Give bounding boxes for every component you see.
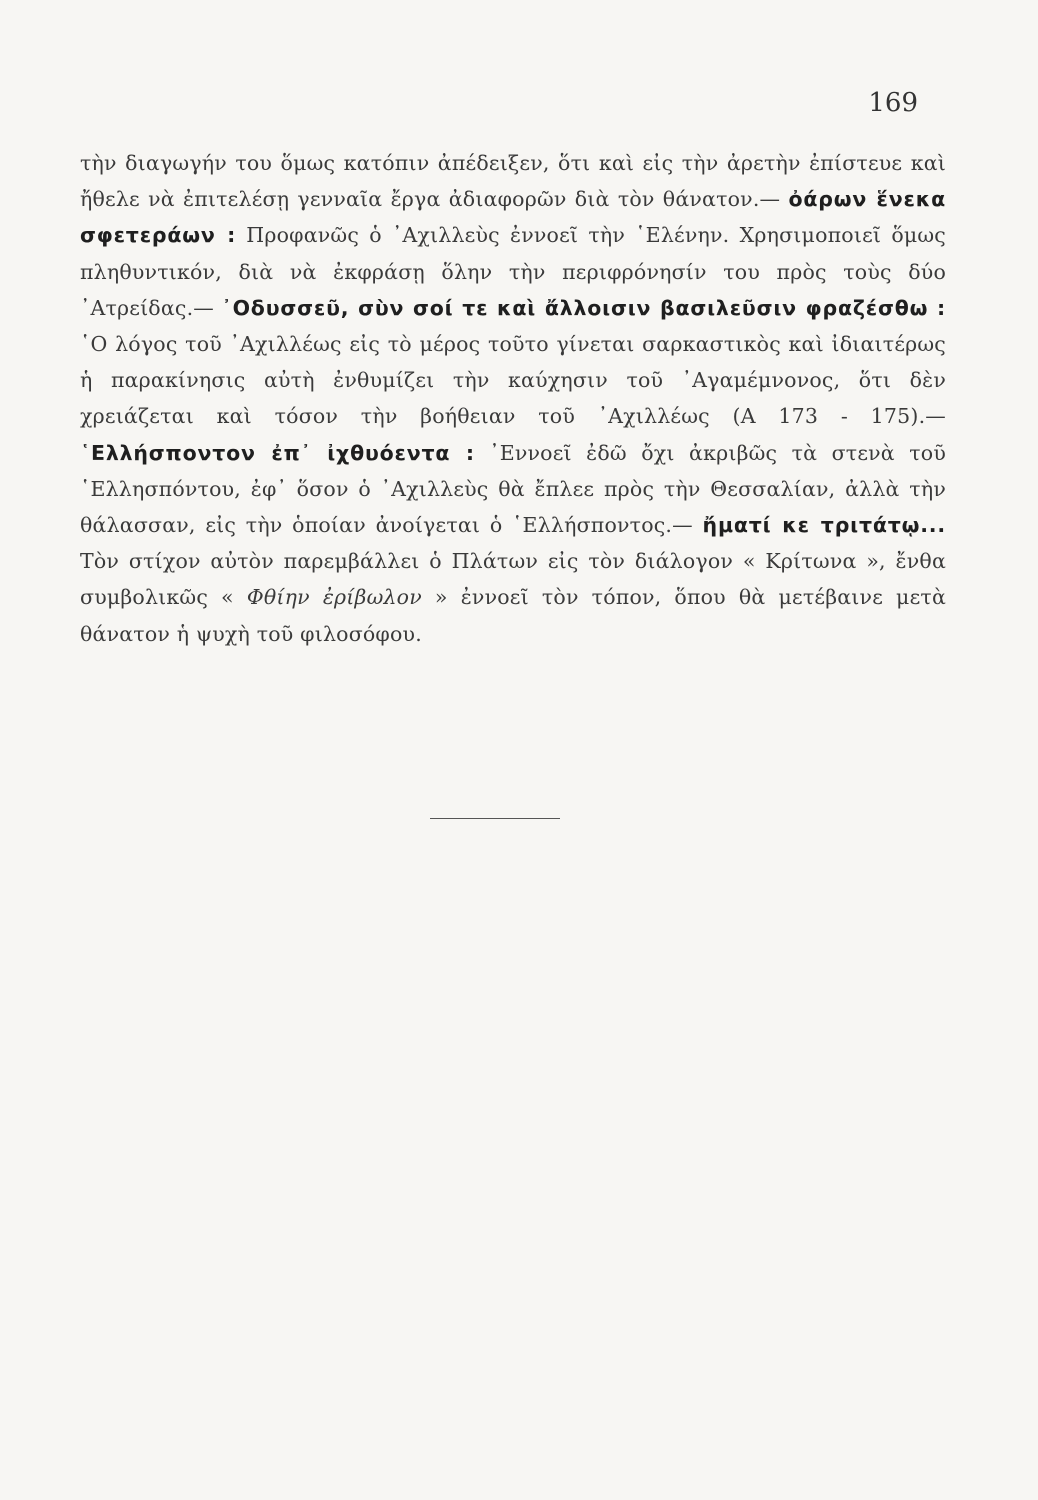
- text-run: ᾿Εννοεῖ ἐδῶ ὄχι ἀκριβῶς τὰ στενὰ τοῦ ῾Ελλησπόντου, ἐφ᾿ ὅσον ὁ ᾿Αχιλλεὺς θὰ ἔπλεε πρὸς τὴν Θεσσαλίαν, ἀλλὰ τὴν θάλασσαν, εἰς τὴν ὁποίαν ἀνοίγεται ὁ ῾Ελλήσποντος.—: [80, 440, 946, 538]
- lemma-text: ᾿Οδυσσεῦ, σὺν σοί τε καὶ ἄλλοισιν βασιλεῦσιν φραζέσθω :: [221, 295, 946, 320]
- text-run: τὴν διαγωγήν του ὅμως κατόπιν ἀπέδειξεν, ὅτι καὶ εἰς τὴν ἀρετὴν ἐπίστευε καὶ ἤθελε νὰ ἐπιτελέσῃ γενναῖα ἔργα ἀδιαφορῶν διὰ τὸν θάνατον.—: [80, 151, 946, 212]
- quoted-phrase: Φθίην ἐρίβωλον: [246, 585, 422, 610]
- page-number: 169: [868, 88, 918, 118]
- text-run: Προφανῶς ὁ ᾿Αχιλλεὺς ἐννοεῖ τὴν ῾Ελένην. Χρησιμοποιεῖ ὅμως πληθυντικόν, διὰ νὰ ἐκφράσῃ ὅλην τὴν περιφρόνησίν του πρὸς τοὺς δύο ᾿Ατρείδας.—: [80, 223, 946, 320]
- text-run: » ἐννοεῖ τὸν τόπον, ὅπου θὰ μετέβαινε μετὰ θάνατον ἡ ψυχὴ τοῦ φιλοσόφου.: [80, 585, 946, 646]
- section-divider: [430, 818, 560, 819]
- lemma-text: ῾Ελλήσποντον ἐπ᾿ ἰχθυόεντα :: [80, 440, 475, 465]
- lemma-text: ἤματί κε τριτάτῳ...: [702, 513, 946, 538]
- lemma-text: ὀάρων ἕνεκα σφετεράων :: [80, 187, 946, 248]
- commentary-paragraph: [80, 145, 946, 652]
- text-run: Τὸν στίχον αὐτὸν παρεμβάλλει ὁ Πλάτων εἰς τὸν διάλογον « Κρίτωνα », ἔνθα συμβολικῶς «: [80, 549, 946, 610]
- text-run: ῾Ο λόγος τοῦ ᾿Αχιλλέως εἰς τὸ μέρος τοῦτο γίνεται σαρκαστικὸς καὶ ἰδιαιτέρως ἡ παρακίνησις αὐτὴ ἐνθυμίζει τὴν καύχησιν τοῦ ᾿Αγαμέμνονος, ὅτι δὲν χρειάζεται καὶ τόσον τὴν βοήθειαν τοῦ ᾿Αχιλλέως (Α 173 - 175).—: [80, 332, 946, 429]
